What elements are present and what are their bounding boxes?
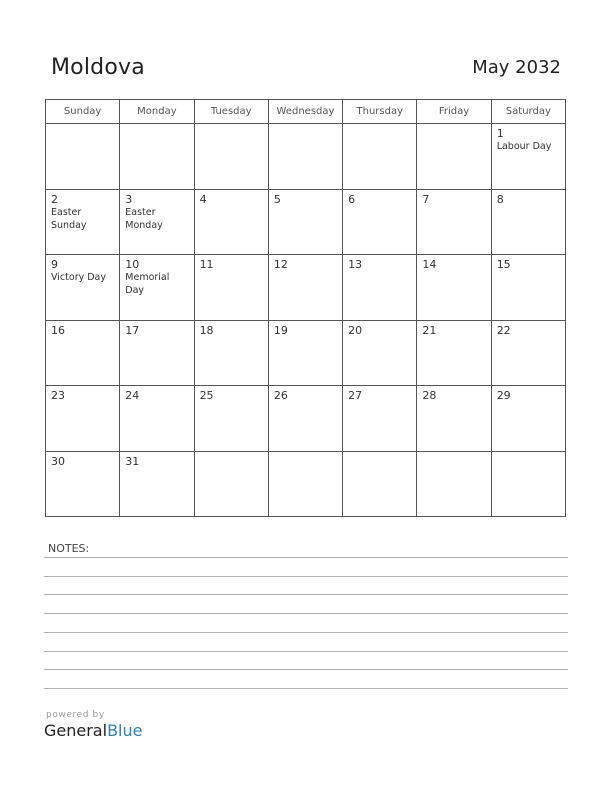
holiday-label: Easter [125, 206, 156, 218]
day-cell [120, 451, 194, 517]
day-number: 27 [348, 389, 363, 402]
day-cell [343, 255, 417, 321]
day-cell [46, 320, 120, 386]
day-number: 30 [51, 454, 65, 468]
note-line [44, 669, 568, 670]
day-cell [268, 386, 342, 452]
day-cell [491, 386, 565, 452]
day-number: 24 [125, 389, 140, 402]
day-cell [417, 320, 491, 386]
day-cell [120, 189, 194, 255]
day-cell [417, 255, 491, 321]
day-number: 21 [422, 323, 437, 337]
day-number: 31 [125, 454, 140, 468]
day-cell [194, 386, 268, 452]
day-number: 10 [125, 258, 140, 271]
day-cell [120, 255, 194, 321]
week-row [46, 451, 566, 517]
day-cell [417, 386, 491, 452]
note-line [44, 557, 568, 558]
powered-by-text: powered by [46, 710, 105, 720]
note-line [44, 594, 568, 595]
day-number: 1 [496, 127, 504, 140]
note-line [44, 632, 568, 633]
day-number: 29 [496, 389, 511, 402]
holiday-label: Victory Day [51, 272, 106, 283]
day-cell [120, 124, 194, 190]
notes-label: NOTES: [48, 542, 90, 555]
weekday-saturday: Saturday [491, 100, 565, 124]
day-cell [194, 255, 268, 321]
day-cell [268, 124, 342, 190]
country-title: Moldova [51, 55, 145, 80]
note-line [44, 651, 568, 652]
holiday-label: Labour Day [496, 141, 552, 152]
day-number: 18 [199, 323, 214, 337]
day-cell [343, 124, 417, 190]
day-cell [194, 451, 268, 517]
day-number: 11 [199, 258, 214, 271]
week-row [46, 320, 566, 386]
weekday-monday: Monday [120, 100, 194, 124]
day-cell [491, 255, 565, 321]
day-cell [343, 451, 417, 517]
holiday-label: Day [125, 285, 145, 296]
day-number: 8 [496, 192, 504, 206]
holiday-label: Memorial [125, 272, 170, 283]
weekday-thursday: Thursday [343, 100, 417, 124]
day-cell [417, 189, 491, 255]
day-cell [268, 255, 342, 321]
calendar-grid [45, 99, 566, 517]
generalblue-logo [44, 721, 142, 740]
day-number: 5 [273, 192, 281, 206]
day-cell [268, 451, 342, 517]
day-number: 15 [496, 258, 511, 271]
weekday-wednesday: Wednesday [268, 100, 342, 124]
day-cell [343, 189, 417, 255]
day-cell [46, 124, 120, 190]
day-number: 26 [273, 389, 288, 402]
day-cell [194, 189, 268, 255]
holiday-label: Monday [125, 219, 163, 231]
brand-blue: Blue [107, 721, 143, 740]
day-number: 20 [348, 323, 363, 337]
day-number: 22 [496, 323, 511, 337]
day-cell [46, 386, 120, 452]
day-cell [268, 189, 342, 255]
note-line [44, 576, 568, 577]
day-number: 3 [125, 192, 133, 206]
day-number: 4 [199, 192, 207, 206]
day-number: 6 [348, 192, 356, 206]
day-number: 19 [273, 323, 288, 337]
week-row [46, 189, 566, 255]
holiday-label: Easter [51, 206, 82, 218]
day-number: 16 [51, 323, 65, 337]
week-row [46, 124, 566, 190]
day-number: 7 [422, 192, 430, 206]
day-number: 2 [51, 192, 58, 206]
day-number: 17 [125, 323, 140, 337]
day-cell [343, 386, 417, 452]
day-cell [491, 451, 565, 517]
day-cell [268, 320, 342, 386]
weekday-header-row [46, 100, 566, 124]
day-cell [417, 451, 491, 517]
weekday-tuesday: Tuesday [194, 100, 268, 124]
weekday-sunday: Sunday [46, 100, 120, 124]
week-row [46, 255, 566, 321]
day-cell [46, 189, 120, 255]
day-number: 14 [422, 258, 437, 271]
day-number: 13 [348, 258, 363, 271]
day-number: 9 [51, 258, 58, 271]
brand-general: General [44, 721, 108, 740]
day-cell [46, 451, 120, 517]
day-cell [491, 189, 565, 255]
day-number: 28 [422, 389, 437, 402]
day-cell [120, 386, 194, 452]
month-title: May 2032 [472, 57, 561, 78]
day-cell [491, 320, 565, 386]
day-cell [417, 124, 491, 190]
day-number: 25 [199, 389, 214, 402]
day-number: 23 [51, 389, 65, 402]
week-row [46, 386, 566, 452]
note-line [44, 613, 568, 614]
holiday-label: Sunday [51, 219, 87, 231]
day-cell [343, 320, 417, 386]
day-cell [46, 255, 120, 321]
weekday-friday: Friday [417, 100, 491, 124]
note-line [44, 688, 568, 689]
day-cell [194, 320, 268, 386]
day-cell [120, 320, 194, 386]
day-number: 12 [273, 258, 288, 271]
day-cell [194, 124, 268, 190]
day-cell [491, 124, 565, 190]
